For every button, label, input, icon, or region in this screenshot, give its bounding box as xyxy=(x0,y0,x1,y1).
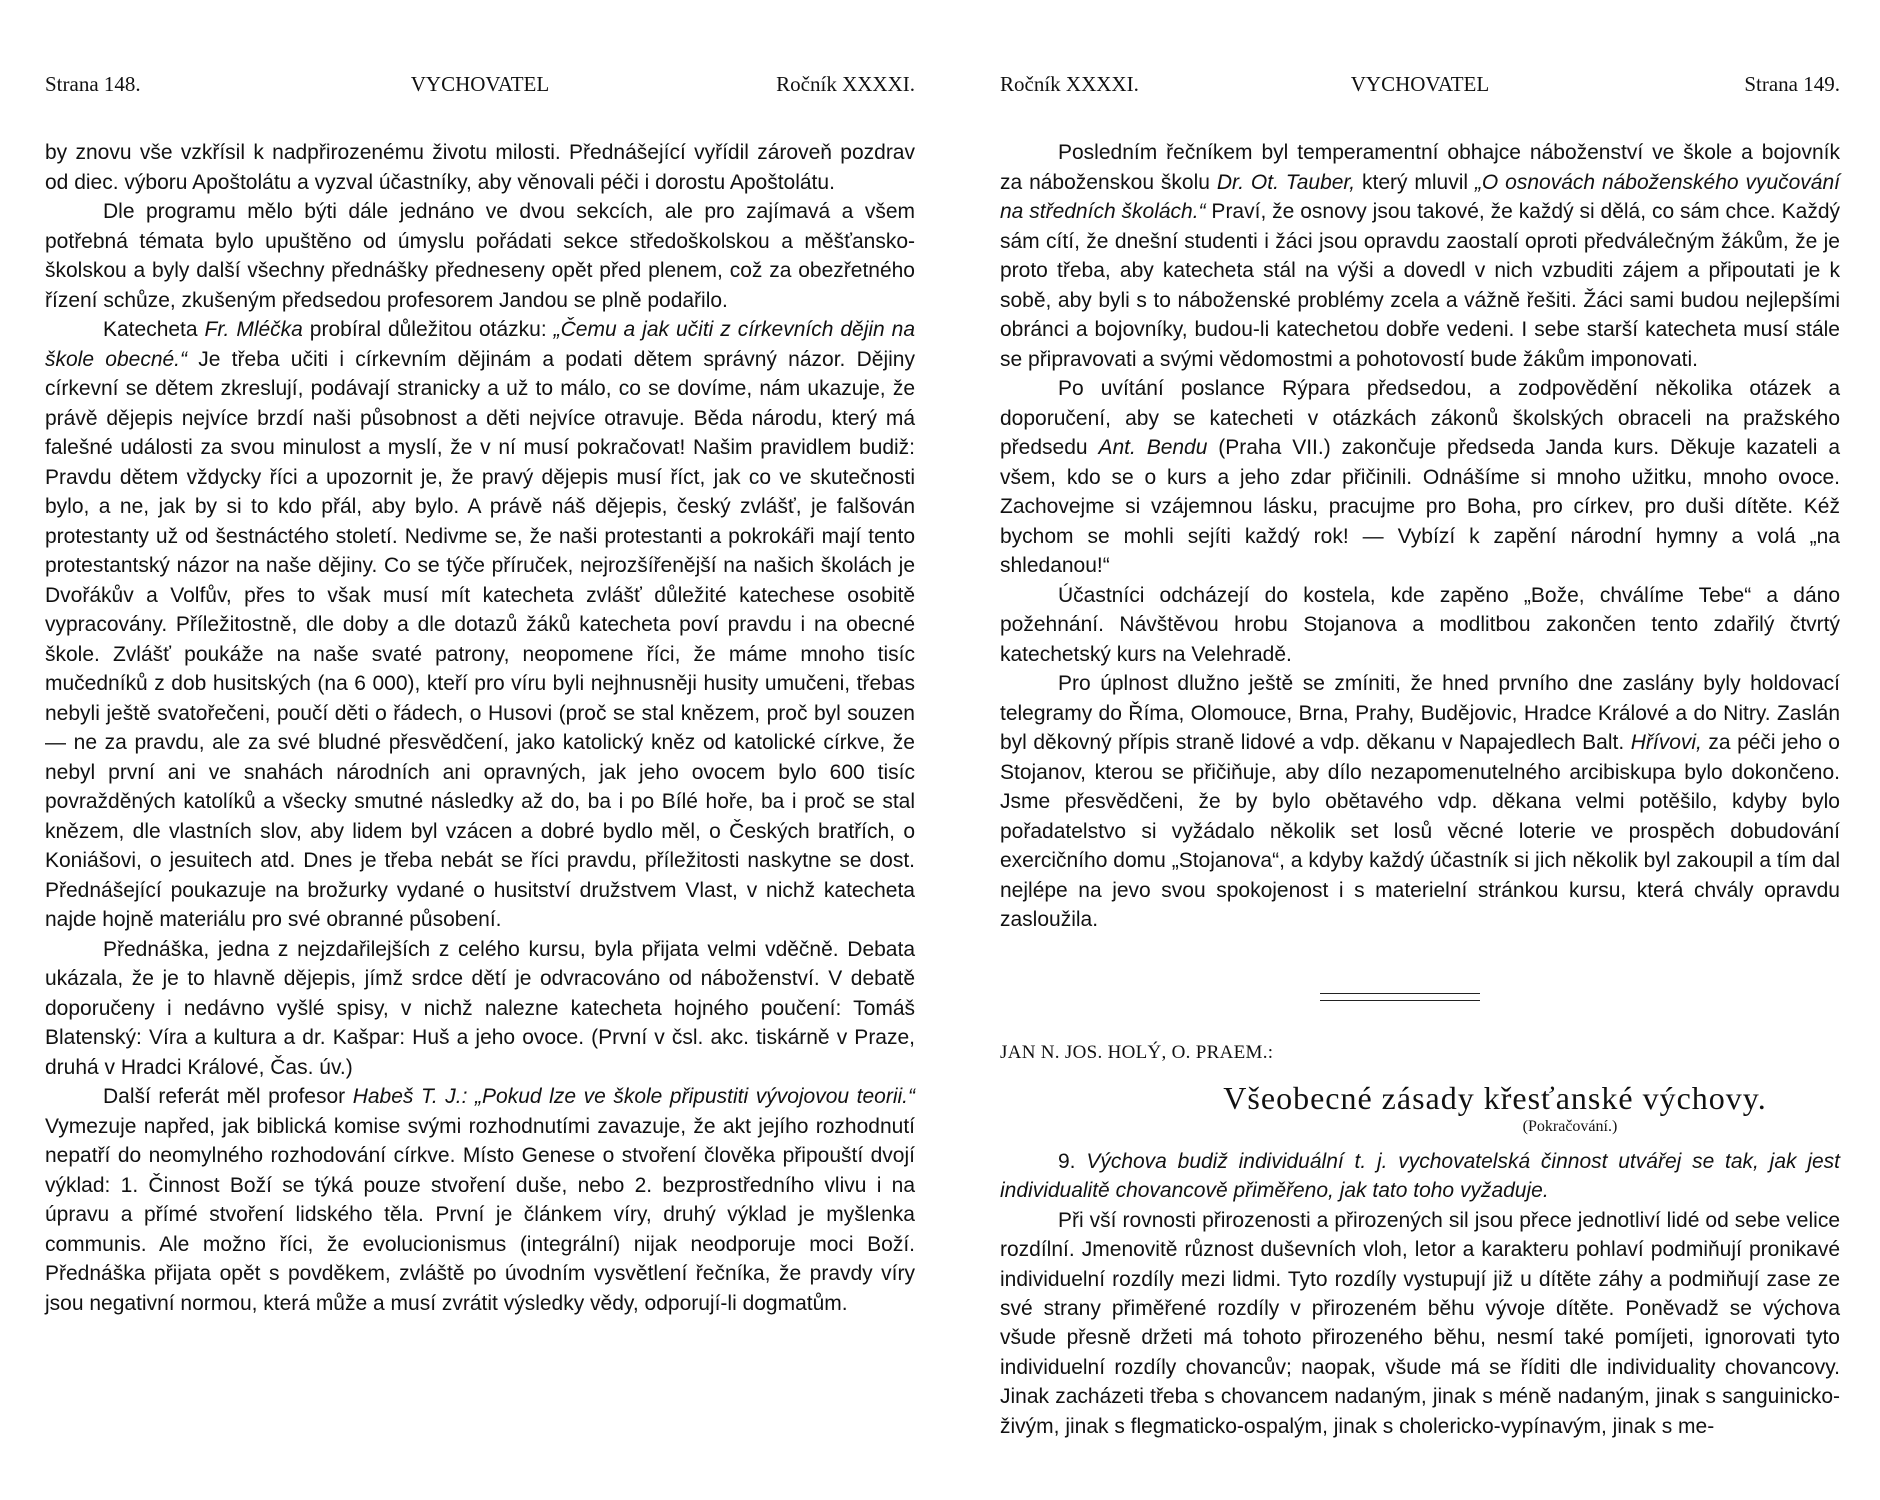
volume-left: Ročník XXXXI. xyxy=(776,72,915,96)
right-page-body xyxy=(1000,138,1840,935)
paragraph: Účastníci odcházejí do kostela, kde zapěno „Bože, chválíme Tebe“ a dáno požehnání. Návštěvou hrobu Stojanova a modlitbou zakončen tento zdařilý čtvrtý katechetský kurs na Velehradě. xyxy=(1000,583,1840,666)
volume-right: Ročník XXXXI. xyxy=(1000,72,1139,96)
article-author: JAN N. JOS. HOLÝ, O. PRAEM.: xyxy=(1000,1042,1274,1063)
section-divider-bottom xyxy=(1320,1000,1480,1001)
page-number-left: Strana 148. xyxy=(45,72,141,96)
article-body xyxy=(1000,1147,1840,1441)
journal-title-right: VYCHOVATEL xyxy=(1350,72,1490,96)
right-page xyxy=(1000,0,1840,1500)
article-title: Všeobecné zásady křesťanské výchovy. xyxy=(1223,1080,1767,1116)
left-page xyxy=(45,0,915,1500)
left-page-header xyxy=(45,72,915,102)
article-subtitle: (Pokračování.) xyxy=(1522,1118,1618,1135)
paragraph: Posledním řečníkem byl temperamentní obhajce náboženství ve škole a bojovník za náboženskou školu Dr. Ot. Tauber, který mluvil „O osnovách náboženského vyučování na středních školách.“ Praví, že osnovy jsou takové, že každý si dělá, co sám chce. Každý sám cítí, že dnešní studenti i žáci jsou opravdu zaostalí oproti předválečným žákům, že je proto třeba, aby katecheta stál na výši a dovedl v nich vzbuditi zájem a připoutati je k sobě, aby byli s to náboženské problémy zcela a vážně řešiti. Žáci sami budou nejlepšími obránci a bojovníky, budou-li katechetou dobře vedeni. I sebe starší katecheta musí stále se připravovati a svými vědomostmi a pohotovostí bude žákům imponovati. xyxy=(1000,141,1841,371)
paragraph: Přednáška, jedna z nejzdařilejších z celého kursu, byla přijata velmi vděčně. Debata ukázala, že je to hlavně dějepis, jímž srdce dětí je odvracováno od náboženství. V debatě doporučeny i nedávno vyšlé spisy, v nichž nalezne katecheta hojného poučení: Tomáš Blatenský: Víra a kultura a dr. Kašpar: Huš a jeho ovoce. (První v čsl. akc. tiskárně v Praze, druhá v Hradci Králové, Čas. úv.) xyxy=(45,937,915,1079)
paragraph: Katecheta Fr. Mléčka probíral důležitou otázku: „Čemu a jak učiti z církevních dějin na škole obecné.“ Je třeba učiti i církevním dějinám a podati dětem správný názor. Dějiny církevní se dětem zkreslují, podávají stranicky a už to málo, co se dovíme, nám ukazuje, že právě dějepis nejvíce brzdí naši působnost a děti nejvíce otravuje. Běda národu, který má falešné události za svou minulost a myslí, že v ní musí pokračovat! Našim pravidlem budiž: Pravdu dětem vždycky říci a upozornit je, že pravý dějepis musí říct, jak co ve skutečnosti bylo, a ne, jak by si to kdo přál, aby bylo. A právě náš dějepis, český zvlášť, je falšován protestanty už od šestnáctého století. Nedivme se, že naši protestanti a pokrokáři mají tento protestantský názor na naše dějiny. Co se týče příruček, nejrozšířenější na našich školách je Dvořákův a Volfův, přes to však musí mít katecheta zvlášť důležité katechese osobitě vypracovány. Příležitostně, dle doby a dle dotazů žáků katecheta poví pravdu i na obecné škole. Zvlášť poukáže na naše svaté patrony, neopomene říci, že máme mnoho tisíc mučedníků z dob husitských (na 6 000), kteří pro víru byli nejhnusněji husity umučeni, třebas nebyli ještě svatořečeni, poučí děti o řádech, o Husovi (proč se stal knězem, proč byl souzen — ne za pravdu, ale za své bludné přesvědčení, jako katolický kněz od katolické církve, že nebyl první ani ve snahách národních ani opravných, jak jeho ovocem bylo 600 tisíc povražděných katolíků a všecky smutné následky až do, ba i po Bílé hoře, ba i proč se stal knězem, dle vlastních slov, aby lidem byl vzácen a dobré bydlo měl, o Českých bratřích, o Koniášovi, o jesuitech atd. Dnes je třeba nebát se říci pravdu, příležitosti naskytne se dost. Přednášející poukazuje na brožurky vydané o husitství družstvem Vlast, v nichž katecheta najde hojně materiálu pro své obranné působení. xyxy=(45,318,916,931)
journal-title-left: VYCHOVATEL xyxy=(410,72,550,96)
paragraph: 9. Výchova budiž individuální t. j. vychovatelská činnost utvářej se tak, jak jest individualitě chovancově přiměřeno, jak tato toho vyžaduje. xyxy=(1000,1150,1840,1203)
paragraph: by znovu vše vzkřísil k nadpřirozenému životu milosti. Přednášející vyřídil zároveň pozdrav od diec. výboru Apoštolátu a vyzval účastníky, aby věnovali péči i dorostu Apoštolátu. xyxy=(45,141,915,194)
paragraph: Dle programu mělo býti dále jednáno ve dvou sekcích, ale pro zajímavá a všem potřebná témata bylo upuštěno od úmyslu pořádati sekce středoškolskou a měšťansko-školskou a byly další všechny přednášky předneseny opět před plenem, což za obezřetného řízení schůze, zkušeným předsedou profesorem Jandou se plně podařilo. xyxy=(45,200,915,312)
left-page-body xyxy=(45,138,915,1318)
page-number-right: Strana 149. xyxy=(1744,72,1840,96)
paragraph: Pro úplnost dlužno ještě se zmíniti, že hned prvního dne zaslány byly holdovací telegramy do Říma, Olomouce, Brna, Prahy, Budějovic, Hradce Králové a do Nitry. Zaslán byl děkovný přípis straně lidové a vdp. děkanu v Napajedlech Balt. Hřívovi, za péči jeho o Stojanov, kterou se přičiňuje, aby dílo nezapomenutelného arcibiskupa bylo dokončeno. Jsme přesvědčeni, že by bylo obětavého vdp. děkana velmi potěšilo, kdyby bylo pořadatelstvo si vyžádalo několik set losů věcné loterie ve prospěch dobudování exercičního domu „Stojanova“, a kdyby každý účastník si jich několik byl zakoupil a tím dal nejlépe na jevo svou spokojenost i s materielní stránkou kursu, která chvály opravdu zasloužila. xyxy=(1000,672,1840,931)
paragraph: Po uvítání poslance Rýpara předsedou, a zodpovědění několika otázek a doporučení, aby se katecheti v otázkách zákonů školských obraceli na pražského předsedu Ant. Bendu (Praha VII.) zakončuje předseda Janda kurs. Děkuje kazateli a všem, kdo se o kurs a jeho zdar přičinili. Odnášíme si mnoho užitku, mnoho ovoce. Zachovejme si vzájemnou lásku, pracujme pro Boha, pro církev, pro duši dítěte. Kéž bychom se mohli sejíti každý rok! — Vybízí k zapění národní hymny a volá „na shledanou!“ xyxy=(1000,377,1840,577)
paragraph: Další referát měl profesor Habeš T. J.: „Pokud lze ve škole připustiti vývojovou teorii.“ Vymezuje napřed, jak biblická komise svými rozhodnutími zavazuje, že akt jejího rozhodnutí nepatří do neomylného rozhodování církve. Místo Genese o stvoření člověka připouští dvojí výklad: 1. Činnost Boží se týká pouze stvoření duše, nebo 2. bezprostředního vlivu i na úpravu a přímé stvoření lidského těla. První je článkem víry, druhý výklad je myšlenka communis. Ale možno říci, že evolucionismus (integrální) nijak neodporuje moci Boží. Přednáška přijata opět s povděkem, zvláště po úvodním vysvětlení řečníka, že pravdy víry jsou negativní normou, která může a musí zvrátit výsledky vědy, odporují-li dogmatům. xyxy=(45,1085,915,1315)
section-divider-top xyxy=(1320,993,1480,994)
paragraph: Při vší rovnosti přirozenosti a přirozených sil jsou přece jednotliví lidé od sebe velice rozdílní. Jmenovitě různost duševních vloh, letor a karakteru pohlaví podmiňují pronikavé individuelní rozdíly mezi lidmi. Tyto rozdíly vystupují již u dítěte záhy a podmiňují zase ze své strany přiměřené rozdíly v přirozeném běhu vývoje dítěte. Poněvadž se výchova všude přesně držeti má tohoto přirozeného běhu, nesmí také pomíjeti, ignorovati tyto individuelní rozdíly chovancův; naopak, všude má se říditi dle individuality chovancovy. Jinak zacházeti třeba s chovancem nadaným, jinak s méně nadaným, jinak s sanguinicko-živým, jinak s flegmaticko-ospalým, jinak s cholericko-vypínavým, jinak s me- xyxy=(1000,1208,1840,1438)
right-page-header xyxy=(1000,72,1840,102)
